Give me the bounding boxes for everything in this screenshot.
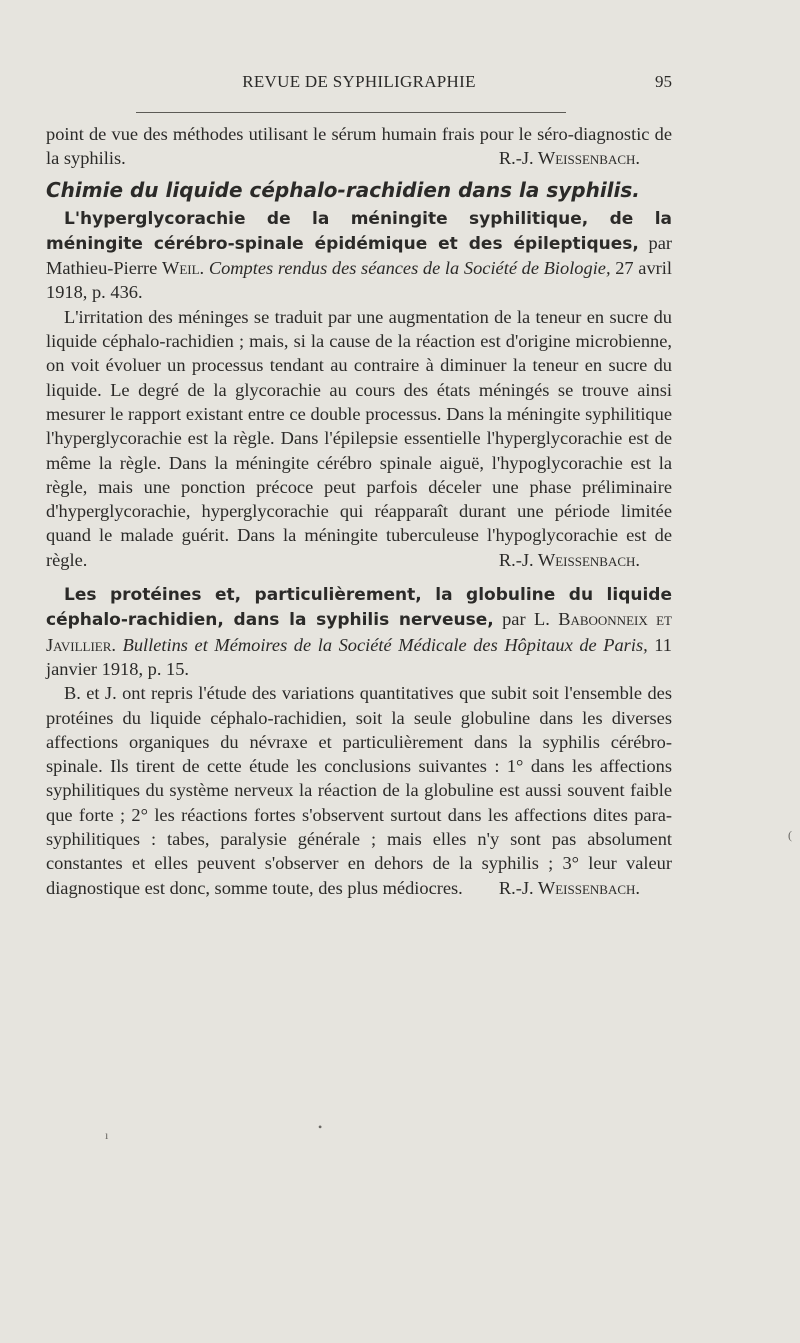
paper-speck: ı xyxy=(105,1128,109,1142)
article2-title: Les protéines et, particulièrement, la globuline du liquide céphalo-rachidien, dans la syphilis nerveuse, xyxy=(46,585,672,631)
page-header xyxy=(46,72,672,100)
intro-signature: R.-J. Weissenbach. xyxy=(498,148,640,169)
article2-body xyxy=(46,681,672,900)
article1-title: L'hyperglycorachie de la méningite syphilitique, de la méningite cérébro-spinale épidémique et des épileptiques, xyxy=(46,208,672,254)
article2-journal: Bulletins et Mémoires de la Société Médicale des Hôpitaux de Paris, xyxy=(116,634,648,655)
paper-speck: ( xyxy=(788,828,792,842)
section-title: Chimie du liquide céphalo-rachidien dans la syphilis. xyxy=(46,177,640,202)
article1-author: Weil. xyxy=(161,258,205,279)
article1-body-text: L'irritation des méninges se traduit par une augmentation de la teneur en sucre du liquide céphalo-rachidien ; mais, si la cause de la réaction est d'origine microbienne, on voit évoluer un processus tendant au contraire à diminuer la teneur en sucre du liquide. Le degré de la glycorachie au cours des états méningés se trouve ainsi mesurer le rapport existant entre ce double processus. Dans la méningite syphilitique l'hyperglycorachie est la règle. Dans l'épilepsie essentielle l'hyperglycorachie est de même la règle. Dans la méningite cérébro spinale aiguë, l'hypoglycorachie est la règle, mais une ponction précoce peut parfois déceler une phase préliminaire d'hyperglycorachie, hyperglycorachie qui réapparaît durant une période limitée quand le malade guérit. Dans la méningite tuberculeuse l'hypoglycorachie est de règle. xyxy=(46,306,672,570)
article1-signature: R.-J. Weissenbach. xyxy=(498,549,640,570)
header-rule xyxy=(136,112,566,113)
paper-speck: • xyxy=(318,1120,323,1134)
article2-by: par L. xyxy=(493,609,559,630)
article2-body-text: B. et J. ont repris l'étude des variations quantitatives que subit soit l'ensemble des protéines du liquide céphalo-rachidien, soit la seule globuline dans les diverses affections organiques du névraxe et particulièrement dans la syphilis cérébro-spinale. Ils tirent de cette étude les conclusions suivantes : 1° dans les affections syphilitiques du système nerveux la réaction de la globuline est aussi souvent faible que forte ; 2° les réactions fortes s'observent surtout dans les affections dites para-syphilitiques : tabes, paralysie générale ; mais elles n'y sont pas absolument constantes et elles peuvent s'observer en dehors de la syphilis ; 3° leur valeur diagnostique est donc, somme toute, des plus médiocres. xyxy=(46,683,672,898)
article1-journal: Comptes rendus des séances de la Société de Biologie, xyxy=(204,258,611,279)
article1-body xyxy=(46,305,672,572)
article1-by: par Mathieu-Pierre xyxy=(46,232,672,279)
article1-date-pages: 27 avril 1918, p. 436. xyxy=(46,258,672,303)
article1-reference xyxy=(46,206,672,305)
page-body xyxy=(46,122,672,900)
article2-signature: R.-J. Weissenbach. xyxy=(498,877,640,898)
spacer xyxy=(46,572,672,582)
page-number: 95 xyxy=(655,72,672,91)
article2-authors: Baboonneix et Javillier. xyxy=(46,609,672,655)
intro-text: point de vue des méthodes utilisant le sérum humain frais pour le séro-diagnostic de la syphilis. xyxy=(46,124,672,169)
running-title: REVUE DE SYPHILIGRAPHIE xyxy=(242,72,476,91)
article2-date-pages: 11 janvier 1918, p. 15. xyxy=(46,634,672,679)
intro-paragraph xyxy=(46,122,672,171)
article2-reference xyxy=(46,582,672,681)
